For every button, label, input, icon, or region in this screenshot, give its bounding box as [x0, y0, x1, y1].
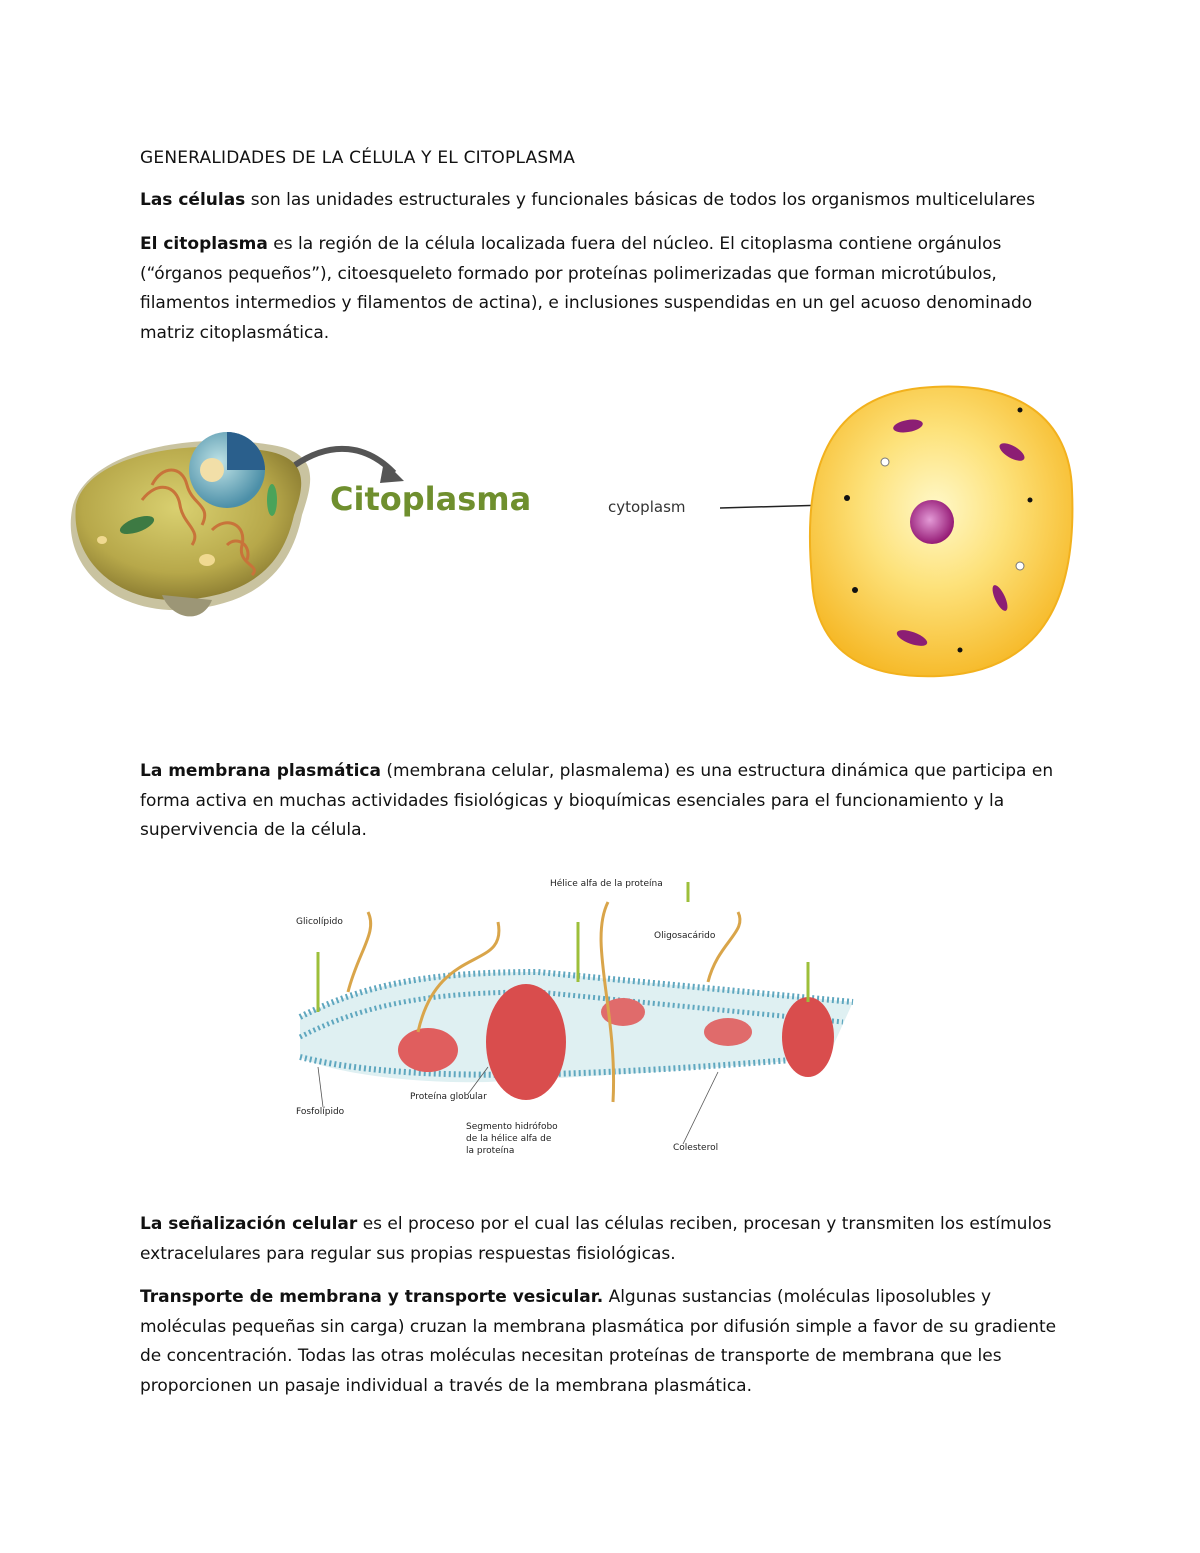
- paragraph-membrane-transport: [140, 1283, 1060, 1401]
- paragraph-cell-signaling: [140, 1210, 1060, 1269]
- glycolipid-label: Glicolípido: [296, 917, 343, 927]
- cholesterol-label: Colesterol: [673, 1143, 719, 1153]
- phospholipid-label: Fosfolípido: [296, 1107, 345, 1117]
- paragraph-plasma-membrane: [140, 757, 1060, 846]
- helix-label: Hélice alfa de la proteína: [550, 879, 663, 889]
- paragraph-cell-signaling-text: es el proceso por el cual las células reciben, procesan y transmiten los estímulos extracelulares para regular sus propias respuestas fisiológicas.: [140, 1214, 1052, 1264]
- globular-protein-label: Proteína globular: [410, 1092, 487, 1102]
- term-cell-signaling: La señalización celular: [140, 1214, 358, 1234]
- term-cells: Las células: [140, 190, 246, 210]
- segment-line-2: de la hélice alfa de: [466, 1134, 552, 1144]
- plasma-membrane-diagram: [288, 862, 866, 1174]
- cytoplasm-diagram: [600, 380, 1080, 680]
- term-cytoplasm: El citoplasma: [140, 234, 268, 254]
- paragraph-cells-text: son las unidades estructurales y funcionales básicas de todos los organismos multicelulares: [245, 190, 1036, 210]
- paragraph-cytoplasm: [140, 230, 1060, 348]
- term-plasma-membrane: La membrana plasmática: [140, 761, 381, 781]
- term-membrane-transport: Transporte de membrana y transporte vesicular.: [140, 1287, 604, 1307]
- paragraph-membrane-transport-text: Algunas sustancias (moléculas liposolubles y moléculas pequeñas sin carga) cruzan la membrana plasmática por difusión simple a favor de su gradiente de concentración. Todas las otras moléculas necesitan proteínas de transporte de membrana que les proporcionen un pasaje individual a través de la membrana plasmática.: [140, 1287, 1057, 1396]
- citoplasma-label: Citoplasma: [330, 480, 532, 518]
- cytoplasm-label: cytoplasm: [608, 498, 686, 516]
- segment-line-1: Segmento hidrófobo: [466, 1122, 558, 1132]
- segment-line-3: la proteína: [466, 1146, 515, 1156]
- oligosaccharide-label: Oligosacárido: [654, 931, 716, 941]
- paragraph-cells: [140, 186, 1100, 216]
- cell-3d-illustration: [62, 415, 542, 625]
- page-title: GENERALIDADES DE LA CÉLULA Y EL CITOPLASMA: [140, 148, 576, 168]
- paragraph-plasma-membrane-text: (membrana celular, plasmalema) es una estructura dinámica que participa en forma activa en muchas actividades fisiológicas y bioquímicas esenciales para el funcionamiento y la supervivencia de la célula.: [140, 761, 1054, 840]
- paragraph-cytoplasm-text: es la región de la célula localizada fuera del núcleo. El citoplasma contiene orgánulos (“órganos pequeños”), citoesqueleto formado por proteínas polimerizadas que forman microtúbulos, filamentos intermedios y filamentos de actina), e inclusiones suspendidas en un gel acuoso denominado matriz citoplasmática.: [140, 234, 1033, 343]
